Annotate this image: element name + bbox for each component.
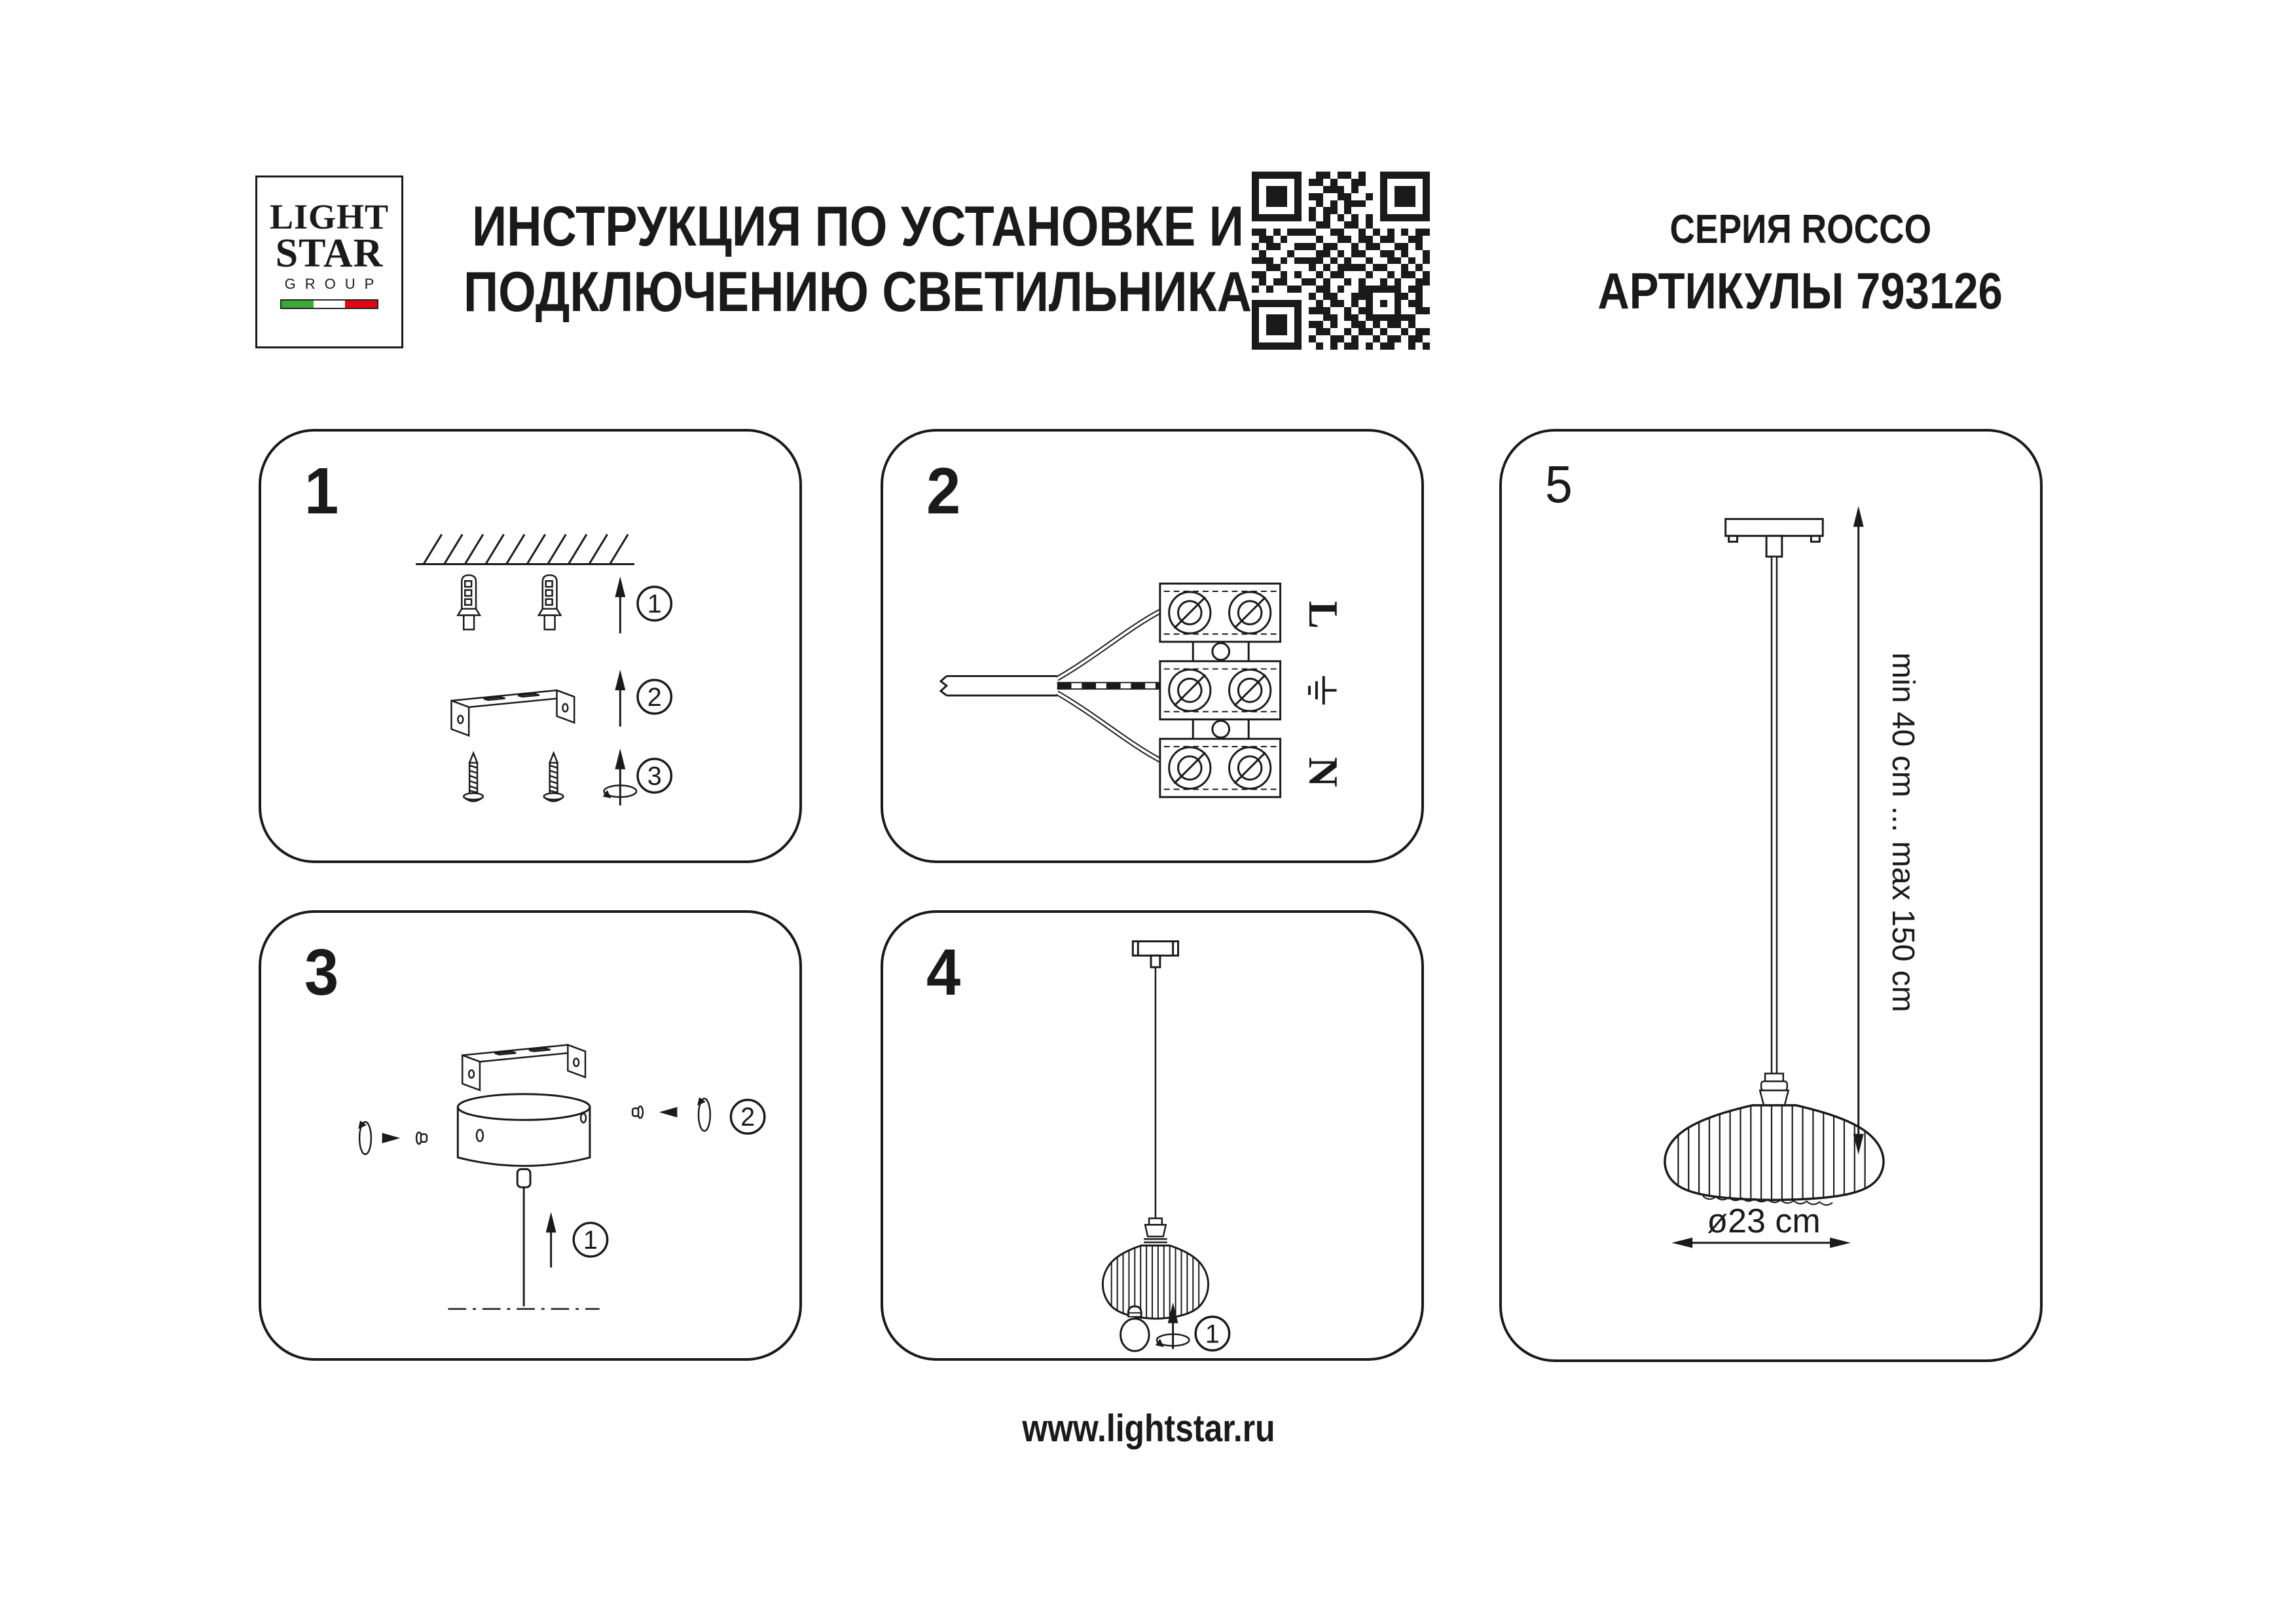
title-line-1: ИНСТРУКЦИЯ ПО УСТАНОВКЕ И — [471, 195, 1244, 258]
step-badge — [1195, 1317, 1229, 1350]
suspension-rod-icon — [1772, 557, 1777, 1073]
document-title — [393, 194, 1322, 325]
lamp-socket-icon — [1760, 1073, 1789, 1105]
step4-diagram — [883, 913, 1421, 1358]
italian-flag-icon — [280, 299, 378, 309]
mounting-bracket-icon — [451, 690, 574, 735]
step-number-3: 3 — [304, 936, 339, 1009]
wall-plug-icon — [539, 575, 561, 629]
step-panel-5 — [1499, 429, 2043, 1362]
ceiling-plate-icon — [1726, 519, 1823, 557]
pendant-shade-icon — [1102, 1242, 1208, 1322]
mains-cable-icon — [941, 612, 1160, 760]
svg-text:2: 2 — [740, 1103, 756, 1132]
flag-white-stripe — [314, 301, 346, 308]
terminal-block-icon — [1160, 583, 1281, 797]
step-number-4: 4 — [926, 936, 961, 1009]
step-panel-4 — [881, 910, 1424, 1361]
step-number-1: 1 — [304, 454, 339, 528]
step-panel-1 — [259, 429, 802, 863]
svg-text:1: 1 — [1205, 1320, 1220, 1349]
terminal-label-live: L — [1300, 600, 1347, 629]
up-arrow-icon — [615, 576, 625, 633]
screw-icon — [464, 753, 483, 802]
lightstar-logo — [255, 175, 403, 348]
wall-plug-icon — [458, 575, 480, 629]
up-arrow-icon — [546, 1212, 556, 1268]
svg-text:1: 1 — [647, 589, 662, 619]
lamp-socket-icon — [1144, 1219, 1167, 1243]
step-panel-2 — [881, 429, 1424, 863]
up-arrow-icon — [615, 670, 625, 727]
step-number-2: 2 — [926, 454, 961, 528]
articles-label: АРТИКУЛЫ 793126 — [1597, 262, 2003, 320]
step-badge — [638, 587, 671, 620]
step-number-5: 5 — [1545, 455, 1573, 513]
screw-in-arrow-icon — [603, 748, 636, 805]
svg-text:3: 3 — [647, 762, 662, 791]
screw-icon — [544, 753, 564, 802]
pendant-shade-icon — [1665, 1101, 1884, 1205]
logo-word-group: GROUP — [284, 276, 384, 292]
height-range-label: min 40 cm ... max 150 cm — [1886, 652, 1920, 1012]
step-badge — [574, 1223, 607, 1256]
ceiling-plate-icon — [1133, 941, 1178, 967]
series-label: СЕРИЯ ROCCO — [1669, 207, 1931, 252]
svg-text:2: 2 — [647, 682, 662, 712]
mounting-bracket-icon — [462, 1045, 585, 1090]
step-badge — [638, 759, 671, 792]
svg-text:1: 1 — [583, 1225, 598, 1255]
flag-green-stripe — [282, 301, 314, 308]
logo-word-light: LIGHT — [269, 197, 390, 236]
side-screw-right-icon — [632, 1098, 710, 1131]
step3-diagram — [261, 913, 799, 1358]
step2-diagram — [883, 432, 1421, 860]
step-panel-3 — [259, 910, 802, 1361]
step-badge — [638, 680, 671, 713]
step1-diagram — [261, 432, 799, 860]
website-text: www.lightstar.ru — [1022, 1407, 1276, 1450]
qr-code — [1252, 172, 1430, 350]
diameter-label: ø23 cm — [1707, 1202, 1821, 1240]
title-line-2: ПОДКЛЮЧЕНИЮ СВЕТИЛЬНИКА — [463, 261, 1252, 323]
canopy-icon — [458, 1094, 590, 1187]
ceiling-hatch-icon — [416, 534, 634, 564]
step-badge — [731, 1100, 764, 1134]
earth-symbol-icon — [1309, 676, 1336, 704]
height-dimension-arrow-icon — [1853, 506, 1864, 1154]
logo-word-star: STAR — [275, 231, 384, 276]
terminal-label-neutral: N — [1300, 756, 1347, 788]
side-screw-left-icon — [358, 1120, 427, 1154]
website-url — [851, 1407, 1447, 1450]
flag-red-stripe — [345, 301, 377, 308]
product-info — [1532, 207, 2069, 320]
